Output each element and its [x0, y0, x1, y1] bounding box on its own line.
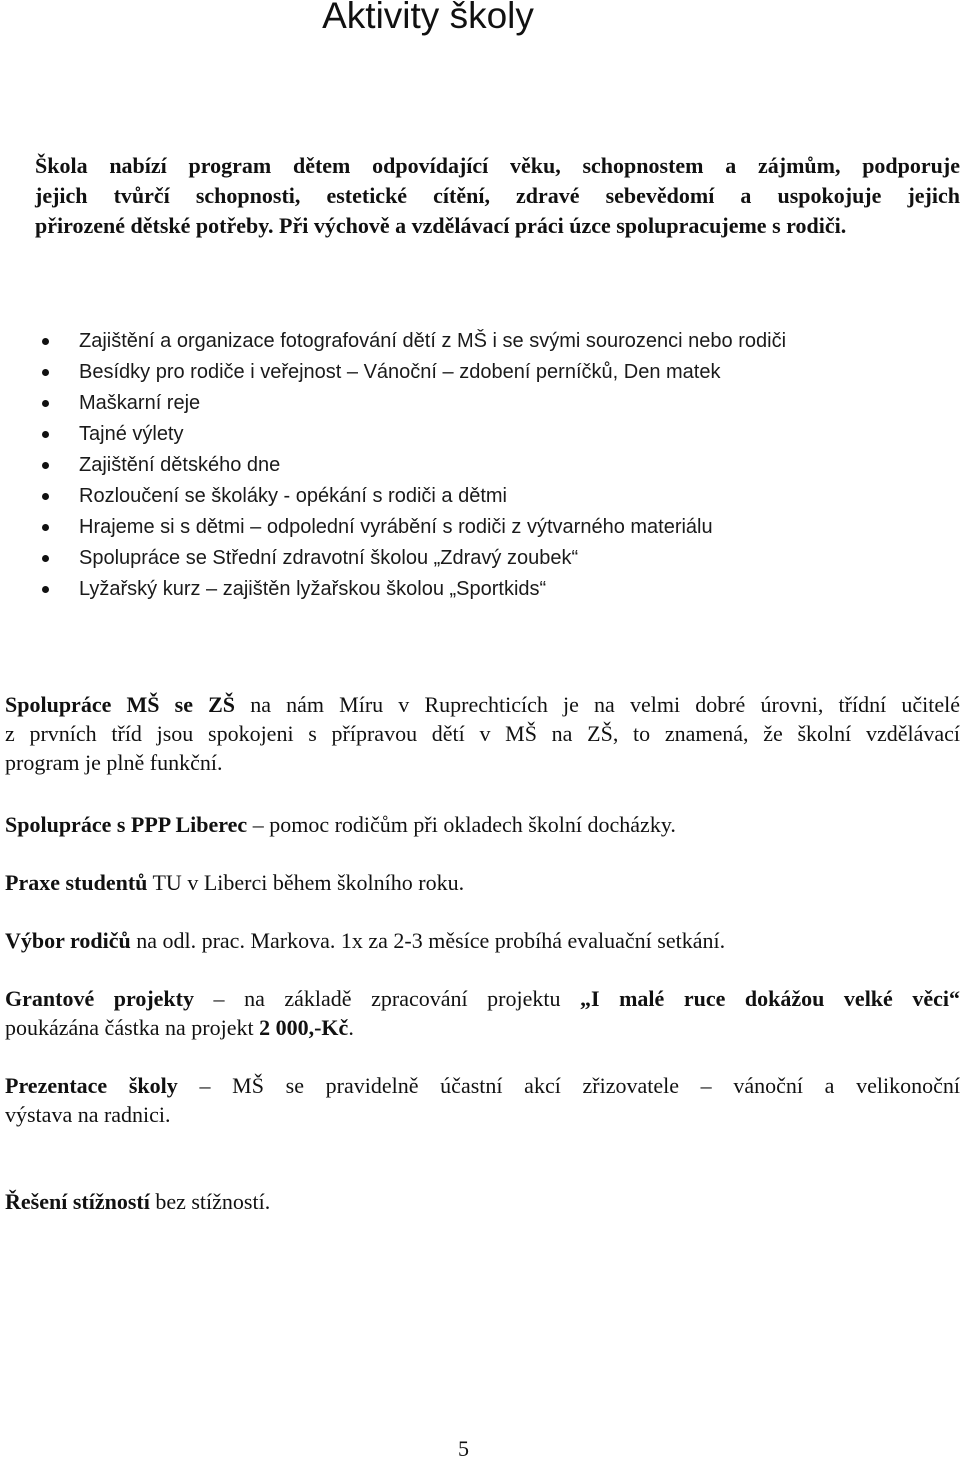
activities-list	[0, 326, 786, 605]
intro-line: jejich tvůrčí schopnosti, estetické cítění, zdravé sebevědomí a uspokojuje jejich	[35, 183, 960, 208]
page-title: Aktivity školy	[322, 0, 534, 36]
bullet-icon	[42, 400, 49, 407]
list-item	[0, 450, 786, 481]
grant-amount: 2 000,-Kč	[259, 1015, 349, 1040]
paragraph-line	[5, 1187, 960, 1216]
grants-heading: Grantové projekty	[5, 986, 194, 1011]
cooperation-zs-heading: Spolupráce MŠ se ZŠ	[5, 692, 236, 717]
list-item-text: Rozloučení se školáky - opékání s rodiči a dětmi	[79, 485, 507, 507]
complaints-paragraph	[5, 1187, 960, 1216]
paragraph-line	[5, 926, 960, 955]
paragraph-text: na odl. prac. Markova. 1x za 2-3 měsíce probíhá evaluační setkání.	[130, 928, 726, 953]
list-item	[0, 357, 786, 388]
list-item-text: Tajné výlety	[79, 423, 184, 445]
list-item-text: Spolupráce se Střední zdravotní školou „Zdravý zoubek“	[79, 547, 579, 569]
intro-paragraph	[35, 151, 960, 241]
parents-committee-paragraph	[5, 926, 960, 955]
paragraph-line	[5, 868, 960, 897]
intro-line: přirozené dětské potřeby. Při výchově a vzdělávací práci úzce spolupracujeme s rodiči.	[35, 213, 847, 238]
list-item	[0, 419, 786, 450]
list-item-text: Hrajeme si s dětmi – odpolední vyrábění s rodiči z výtvarného materiálu	[79, 516, 713, 538]
cooperation-zs-paragraph	[5, 690, 960, 777]
list-item	[0, 388, 786, 419]
practice-heading: Praxe studentů	[5, 870, 148, 895]
cooperation-ppp-heading: Spolupráce s PPP Liberec	[5, 812, 248, 837]
bullet-icon	[42, 493, 49, 500]
paragraph-text: – pomoc rodičům při okladech školní docházky.	[247, 812, 676, 837]
list-item	[0, 326, 786, 357]
intro-line: Škola nabízí program dětem odpovídající věku, schopnostem a zájmům, podporuje	[35, 153, 960, 178]
complaints-heading: Řešení stížností	[5, 1189, 150, 1214]
cooperation-ppp-paragraph	[5, 810, 960, 839]
list-item-text: Besídky pro rodiče i veřejnost – Vánoční – zdobení perníčků, Den matek	[79, 361, 721, 383]
paragraph-text: na nám Míru v Ruprechticích je na velmi dobré úrovni, třídní učitelé	[235, 692, 960, 717]
grants-paragraph	[5, 984, 960, 1042]
paragraph-line	[5, 1071, 960, 1100]
list-item-text: Zajištění dětského dne	[79, 454, 281, 476]
paragraph-line	[5, 810, 960, 839]
page-number: 5	[458, 1436, 469, 1461]
paragraph-text: poukázána částka na projekt	[5, 1015, 260, 1040]
paragraph-line	[5, 690, 960, 719]
paragraph-text: – na základě zpracování projektu	[194, 986, 580, 1011]
list-item	[0, 574, 786, 605]
bullet-icon	[42, 338, 49, 345]
bullet-icon	[42, 555, 49, 562]
parents-committee-heading: Výbor rodičů	[5, 928, 131, 953]
grant-project-name: „I malé ruce dokážou velké věci“	[580, 986, 960, 1011]
bullet-icon	[42, 431, 49, 438]
paragraph-line	[5, 984, 960, 1013]
practice-paragraph	[5, 868, 960, 897]
list-item	[0, 543, 786, 574]
paragraph-line: z prvních tříd jsou spokojeni s přípravou dětí v MŠ na ZŠ, to znamená, že školní vzdělávací	[5, 721, 960, 746]
list-item	[0, 512, 786, 543]
list-item-text: Maškarní reje	[79, 392, 201, 414]
presentation-paragraph	[5, 1071, 960, 1129]
paragraph-text: bez stížností.	[149, 1189, 271, 1214]
paragraph-text: .	[348, 1015, 354, 1040]
list-item-text: Lyžařský kurz – zajištěn lyžařskou školou „Sportkids“	[79, 578, 547, 600]
paragraph-line	[5, 1013, 960, 1042]
paragraph-text: TU v Liberci během školního roku.	[147, 870, 465, 895]
paragraph-line: program je plně funkční.	[5, 750, 223, 775]
bullet-icon	[42, 462, 49, 469]
list-item-text: Zajištění a organizace fotografování dětí z MŠ i se svými sourozenci nebo rodiči	[79, 330, 787, 352]
bullet-icon	[42, 586, 49, 593]
list-item	[0, 481, 786, 512]
presentation-heading: Prezentace školy	[5, 1073, 178, 1098]
bullet-icon	[42, 524, 49, 531]
paragraph-line: výstava na radnici.	[5, 1102, 171, 1127]
bullet-icon	[42, 369, 49, 376]
paragraph-text: – MŠ se pravidelně účastní akcí zřizovatele – vánoční a velikonoční	[177, 1073, 960, 1098]
